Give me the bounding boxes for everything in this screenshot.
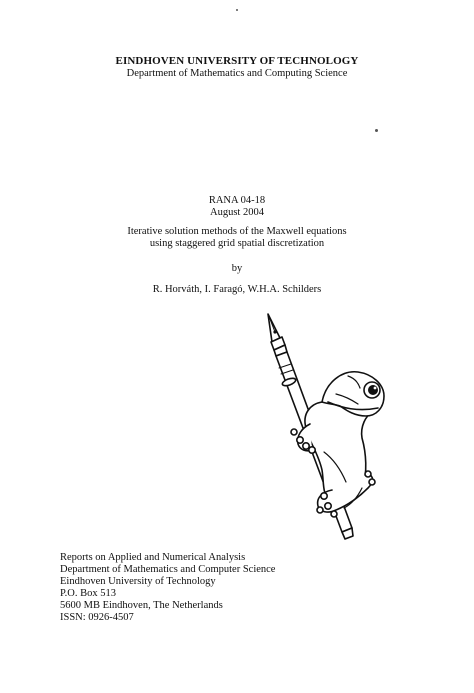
scan-speck (375, 129, 378, 132)
department-name: Department of Mathematics and Computing Science (126, 68, 348, 79)
footer-line: Department of Mathematics and Computer Science (60, 564, 276, 575)
report-title-line-2: using staggered grid spatial discretization (149, 238, 325, 249)
footer-line: P.O. Box 513 (60, 588, 117, 599)
footer-line: Eindhoven University of Technology (60, 576, 216, 587)
footer-line: 5600 MB Eindhoven, The Netherlands (60, 600, 223, 611)
university-name: EINDHOVEN UNIVERSITY OF TECHNOLOGY (115, 55, 359, 67)
scan-speck (236, 9, 238, 11)
footer-line: Reports on Applied and Numerical Analysis (60, 552, 246, 563)
report-title-line-1: Iterative solution methods of the Maxwell equations (127, 226, 347, 237)
authors: R. Horváth, I. Faragó, W.H.A. Schilders (152, 284, 322, 295)
by-label: by (231, 263, 243, 274)
footer-line: ISSN: 0926-4507 (60, 612, 134, 623)
frog-with-pen-logo (262, 312, 390, 540)
report-date: August 2004 (210, 207, 264, 218)
report-number: RANA 04-18 (208, 195, 266, 206)
